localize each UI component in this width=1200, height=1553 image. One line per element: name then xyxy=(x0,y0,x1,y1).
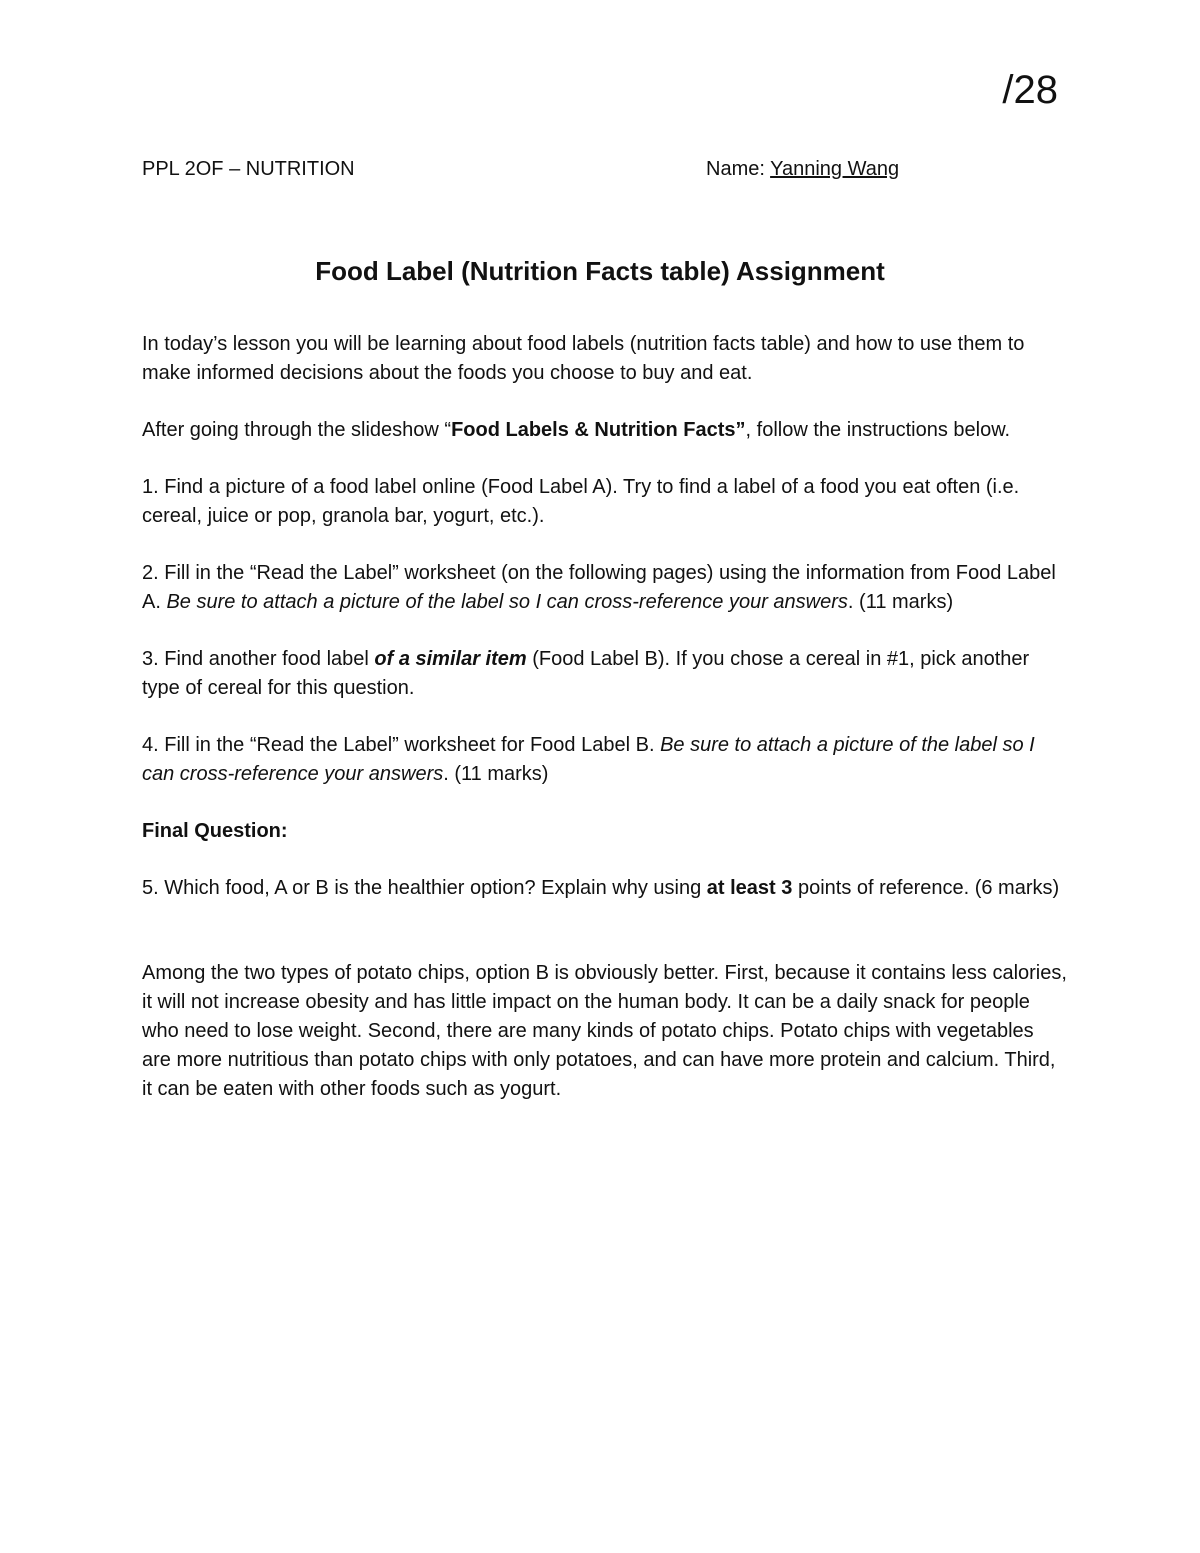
question-5-bold: at least 3 xyxy=(706,877,793,899)
question-5 xyxy=(142,874,1067,903)
instructions-after: , follow the instructions below. xyxy=(745,419,1011,441)
final-question-heading xyxy=(142,817,1067,846)
question-2-text: 2. Fill in the “Read the Label” worksheet (on the following pages) using the information from Food Label A. xyxy=(142,562,1056,613)
total-marks: /28 xyxy=(1002,68,1058,112)
question-5-after: points of reference. (6 marks) xyxy=(792,877,1060,899)
instructions-before: After going through the slideshow “ xyxy=(142,419,452,441)
student-name xyxy=(706,158,899,181)
name-label: Name: xyxy=(706,158,765,180)
page-title: Food Label (Nutrition Facts table) Assignment xyxy=(315,256,885,286)
question-2 xyxy=(142,559,1067,617)
question-4-end: . (11 marks) xyxy=(443,763,549,785)
question-3 xyxy=(142,645,1067,703)
course-code: PPL 2OF – NUTRITION xyxy=(142,158,355,180)
question-5-before: 5. Which food, A or B is the healthier option? Explain why using xyxy=(142,877,707,899)
instructions-paragraph xyxy=(142,416,1067,445)
question-3-before: 3. Find another food label xyxy=(142,648,375,670)
question-3-after: (Food Label B). If you chose a cereal in #1, pick another type of cereal for this question. xyxy=(142,648,1030,699)
name-value: Yanning Wang xyxy=(770,158,900,180)
question-4 xyxy=(142,731,1067,789)
question-4-text: 4. Fill in the “Read the Label” worksheet for Food Label B. xyxy=(142,734,661,756)
question-4-italic: Be sure to attach a picture of the label so I can cross-reference your answers xyxy=(142,734,1035,785)
student-answer: Among the two types of potato chips, option B is obviously better. First, because it contains less calories, it will not increase obesity and has little impact on the human body. It can be a daily snack for people who need to lose weight. Second, there are many kinds of potato chips. Potato chips with vegetables are more nutritious than potato chips with only potatoes, and can have more protein and calcium. Third, it can be eaten with other foods such as yogurt. xyxy=(142,962,1067,1100)
question-2-italic: Be sure to attach a picture of the label so I can cross-reference your answers xyxy=(166,591,848,613)
assignment-body xyxy=(142,330,1067,1132)
slideshow-title: Food Labels & Nutrition Facts” xyxy=(451,419,746,441)
question-2-end: . (11 marks) xyxy=(847,591,954,613)
question-3-emphasis: of a similar item xyxy=(374,648,527,670)
intro-paragraph: In today’s lesson you will be learning about food labels (nutrition facts table) and how to use them to make informed decisions about the foods you choose to buy and eat. xyxy=(142,333,1025,384)
question-1: 1. Find a picture of a food label online (Food Label A). Try to find a label of a food you eat often (i.e. cereal, juice or pop, granola bar, yogurt, etc.). xyxy=(142,476,1020,527)
final-question-label: Final Question: xyxy=(142,820,288,842)
